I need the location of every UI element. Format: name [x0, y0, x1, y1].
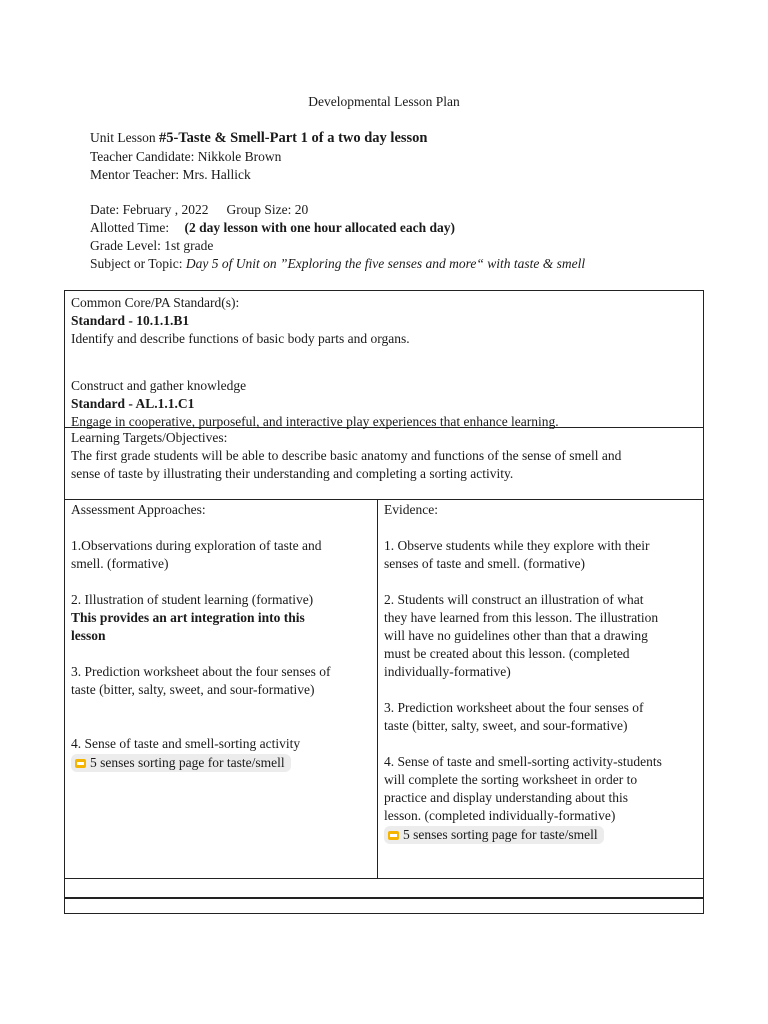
assessment-item: taste (bitter, salty, sweet, and sour-formative)	[71, 682, 315, 697]
unit-lesson-title: #5-Taste & Smell-Part 1 of a two day lesson	[159, 130, 428, 146]
allotted-time-line	[90, 219, 455, 237]
mentor-teacher: Mentor Teacher: Mrs. Hallick	[90, 167, 251, 182]
date-group-line	[90, 201, 308, 219]
allotted-time-label: Allotted Time:	[90, 220, 173, 235]
evidence-item: practice and display understanding about this	[384, 790, 629, 805]
standard2-intro: Construct and gather knowledge	[71, 378, 247, 393]
evidence-item: will complete the sorting worksheet in order to	[384, 772, 638, 787]
evidence-item: will have no guidelines other than that a drawing	[384, 628, 648, 643]
assessment-item: smell. (formative)	[71, 556, 169, 571]
evidence-item: 4. Sense of taste and smell-sorting activity-students	[384, 754, 662, 769]
assessment-item: 2. Illustration of student learning (formative)	[71, 592, 314, 607]
unit-lesson-line	[90, 129, 428, 147]
evidence-item: taste (bitter, salty, sweet, and sour-formative)	[384, 718, 628, 733]
evidence-heading: Evidence:	[384, 502, 438, 517]
sorting-page-link-label: 5 senses sorting page for taste/smell	[90, 755, 285, 770]
evidence-item: 2. Students will construct an illustration of what	[384, 592, 644, 607]
art-integration-note: lesson	[71, 628, 106, 643]
subject-value: Day 5 of Unit on ”Exploring the five senses and more“ with taste & smell	[185, 256, 586, 271]
table-column-divider	[377, 500, 378, 879]
evidence-item: 1. Observe students while they explore with their	[384, 538, 650, 553]
subject-label: Subject or Topic:	[90, 256, 186, 271]
objectives-heading: Learning Targets/Objectives:	[71, 430, 228, 445]
evidence-item: must be created about this lesson. (completed	[384, 646, 630, 661]
group-size: Group Size: 20	[226, 202, 309, 217]
evidence-item: lesson. (completed individually-formative)	[384, 808, 616, 823]
standard2-code: Standard - AL.1.1.C1	[71, 396, 195, 411]
art-integration-note: This provides an art integration into this	[71, 610, 305, 625]
table-divider	[65, 897, 703, 899]
standards-cell	[71, 294, 699, 431]
sorting-page-link[interactable]	[384, 826, 604, 844]
standard1-code: Standard - 10.1.1.B1	[71, 313, 190, 328]
unit-lesson-label: Unit Lesson	[90, 130, 159, 145]
slides-file-icon	[388, 831, 399, 840]
document-title: Developmental Lesson Plan	[308, 94, 460, 109]
subject-line	[90, 255, 585, 273]
standard2-text: Engage in cooperative, purposeful, and interactive play experiences that enhance learning.	[71, 414, 559, 429]
slides-file-icon	[75, 759, 86, 768]
table-divider	[65, 878, 703, 879]
objectives-line: The first grade students will be able to describe basic anatomy and functions of the sense of smell and	[71, 448, 622, 463]
grade-level: Grade Level: 1st grade	[90, 238, 214, 253]
objectives-cell	[71, 429, 699, 483]
table-divider	[65, 499, 703, 500]
evidence-item: individually-formative)	[384, 664, 511, 679]
evidence-item: they have learned from this lesson. The illustration	[384, 610, 659, 625]
assessment-item: 3. Prediction worksheet about the four senses of	[71, 664, 331, 679]
assessment-heading: Assessment Approaches:	[71, 502, 206, 517]
assessment-cell	[71, 501, 371, 772]
evidence-item: 3. Prediction worksheet about the four senses of	[384, 700, 644, 715]
lesson-date: Date: February , 2022	[90, 202, 209, 217]
assessment-item: 1.Observations during exploration of taste and	[71, 538, 322, 553]
sorting-page-link-label: 5 senses sorting page for taste/smell	[403, 827, 598, 842]
assessment-item: 4. Sense of taste and smell-sorting activity	[71, 736, 301, 751]
evidence-cell	[384, 501, 699, 844]
standards-heading: Common Core/PA Standard(s):	[71, 295, 240, 310]
evidence-item: senses of taste and smell. (formative)	[384, 556, 585, 571]
allotted-time-value: (2 day lesson with one hour allocated each day)	[184, 220, 456, 235]
teacher-candidate: Teacher Candidate: Nikkole Brown	[90, 149, 282, 164]
lesson-plan-table	[64, 290, 704, 914]
sorting-page-link[interactable]	[71, 754, 291, 772]
standard1-text: Identify and describe functions of basic body parts and organs.	[71, 331, 410, 346]
objectives-line: sense of taste by illustrating their understanding and completing a sorting activity.	[71, 466, 514, 481]
